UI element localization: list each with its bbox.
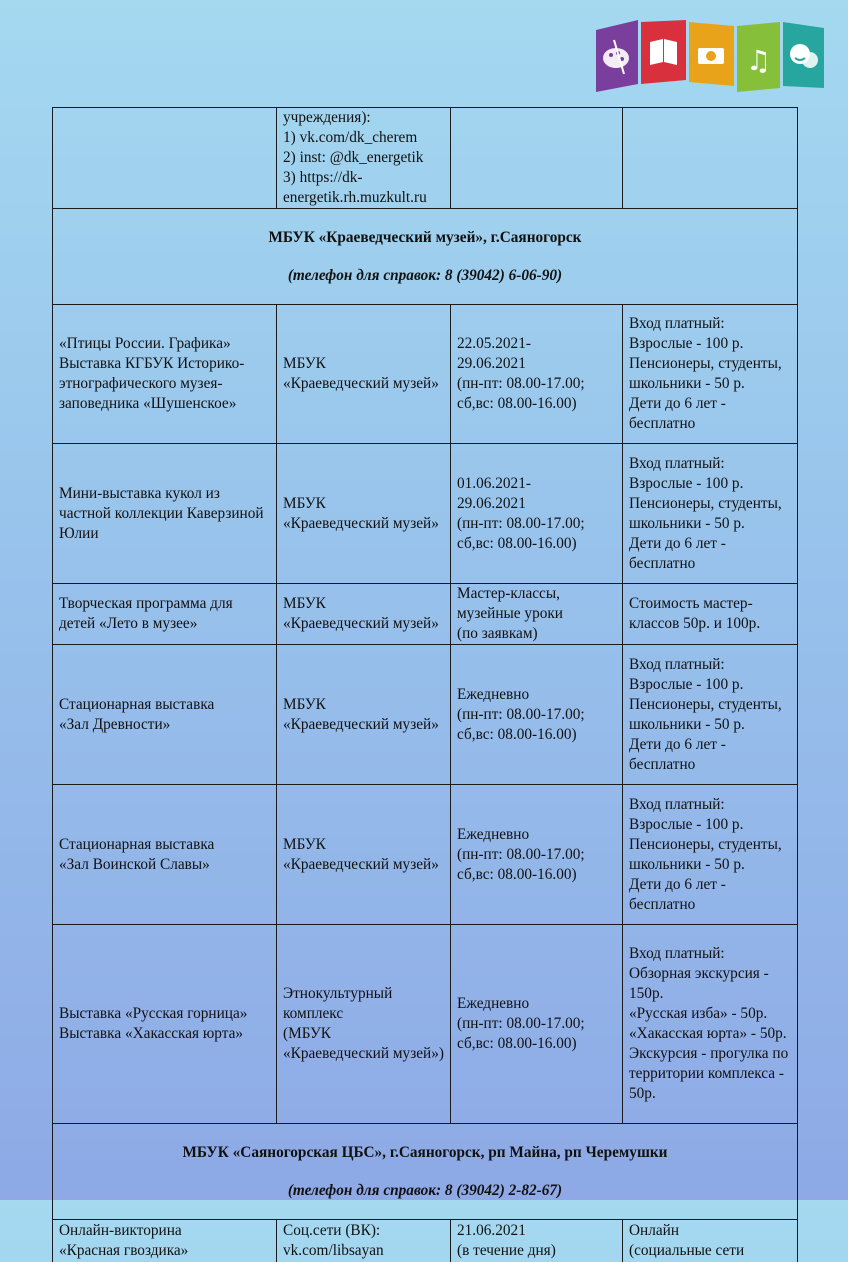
date-cell: 21.06.2021 (в течение дня) [451, 1220, 623, 1262]
culture-logo [594, 18, 826, 94]
venue-cell: учреждения): 1) vk.com/dk_cherem 2) inst: @dk_energetik 3) https://dk-energetik.rh.muzkult.ru [277, 108, 451, 209]
theatre-masks-icon [783, 22, 824, 88]
table-row [53, 925, 798, 1124]
section-phone: (телефон для справок: 8 (39042) 2-82-67) [287, 1182, 563, 1199]
events-table [52, 107, 798, 1262]
camera-icon [689, 22, 734, 86]
section-header-row [53, 1124, 798, 1220]
venue-cell: Этнокультурный комплекс (МБУК «Краеведческий музей») [277, 925, 451, 1124]
price-cell: Вход платный: Взрослые - 100 р. Пенсионеры, студенты, школьники - 50 р. Дети до 6 лет - бесплатно [623, 444, 798, 584]
event-cell: Выставка «Русская горница» Выставка «Хакасская юрта» [53, 925, 277, 1124]
section-phone: (телефон для справок: 8 (39042) 6-06-90) [287, 267, 563, 284]
table-row [53, 584, 798, 645]
venue-cell: МБУК «Краеведческий музей» [277, 584, 451, 645]
event-cell: Мини-выставка кукол из частной коллекции Каверзиной Юлии [53, 444, 277, 584]
price-cell: Вход платный: Обзорная экскурсия - 150р. «Русская изба» - 50р. «Хакасская юрта» - 50р. Экскурсия - прогулка по территории комплекса - 50р. [623, 925, 798, 1124]
svg-text:♫: ♫ [746, 44, 772, 77]
palette-icon [596, 20, 638, 92]
section-title: МБУК «Саяногорская ЦБС», г.Саяногорск, рп Майна, рп Черемушки [182, 1144, 668, 1161]
venue-cell: МБУК «Краеведческий музей» [277, 645, 451, 785]
date-cell [451, 108, 623, 209]
venue-cell: МБУК «Краеведческий музей» [277, 305, 451, 444]
price-cell [623, 108, 798, 209]
event-cell: «Птицы России. Графика» Выставка КГБУК Историко-этнографического музея-заповедника «Шушенское» [53, 305, 277, 444]
venue-cell: Соц.сети (ВК): vk.com/libsayan [277, 1220, 451, 1262]
event-cell [53, 108, 277, 209]
price-cell: Вход платный: Взрослые - 100 р. Пенсионеры, студенты, школьники - 50 р. Дети до 6 лет - бесплатно [623, 785, 798, 925]
price-cell: Вход платный: Взрослые - 100 р. Пенсионеры, студенты, школьники - 50 р. Дети до 6 лет - бесплатно [623, 305, 798, 444]
music-notes-icon [737, 22, 780, 92]
table-row [53, 444, 798, 584]
section-header [53, 209, 798, 305]
price-cell: Онлайн (социальные сети [623, 1220, 798, 1262]
venue-cell: МБУК «Краеведческий музей» [277, 444, 451, 584]
event-cell: Онлайн-викторина «Красная гвоздика» [53, 1220, 277, 1262]
price-cell: Стоимость мастер-классов 50р. и 100р. [623, 584, 798, 645]
price-cell: Вход платный: Взрослые - 100 р. Пенсионеры, студенты, школьники - 50 р. Дети до 6 лет - бесплатно [623, 645, 798, 785]
section-header [53, 1124, 798, 1220]
table-row [53, 1220, 798, 1262]
table-row [53, 305, 798, 444]
date-cell: Ежедневно (пн-пт: 08.00-17.00; сб,вс: 08.00-16.00) [451, 785, 623, 925]
table-row [53, 645, 798, 785]
table-row [53, 108, 798, 209]
date-cell: 22.05.2021- 29.06.2021 (пн-пт: 08.00-17.00; сб,вс: 08.00-16.00) [451, 305, 623, 444]
date-cell: 01.06.2021- 29.06.2021 (пн-пт: 08.00-17.00; сб,вс: 08.00-16.00) [451, 444, 623, 584]
section-title: МБУК «Краеведческий музей», г.Саяногорск [268, 229, 582, 246]
section-header-row [53, 209, 798, 305]
event-cell: Стационарная выставка «Зал Древности» [53, 645, 277, 785]
book-icon [641, 20, 686, 84]
event-cell: Стационарная выставка «Зал Воинской Славы» [53, 785, 277, 925]
date-cell: Ежедневно (пн-пт: 08.00-17.00; сб,вс: 08.00-16.00) [451, 925, 623, 1124]
table-row [53, 785, 798, 925]
date-cell: Мастер-классы, музейные уроки (по заявкам) [451, 584, 623, 645]
venue-cell: МБУК «Краеведческий музей» [277, 785, 451, 925]
date-cell: Ежедневно (пн-пт: 08.00-17.00; сб,вс: 08.00-16.00) [451, 645, 623, 785]
event-cell: Творческая программа для детей «Лето в музее» [53, 584, 277, 645]
